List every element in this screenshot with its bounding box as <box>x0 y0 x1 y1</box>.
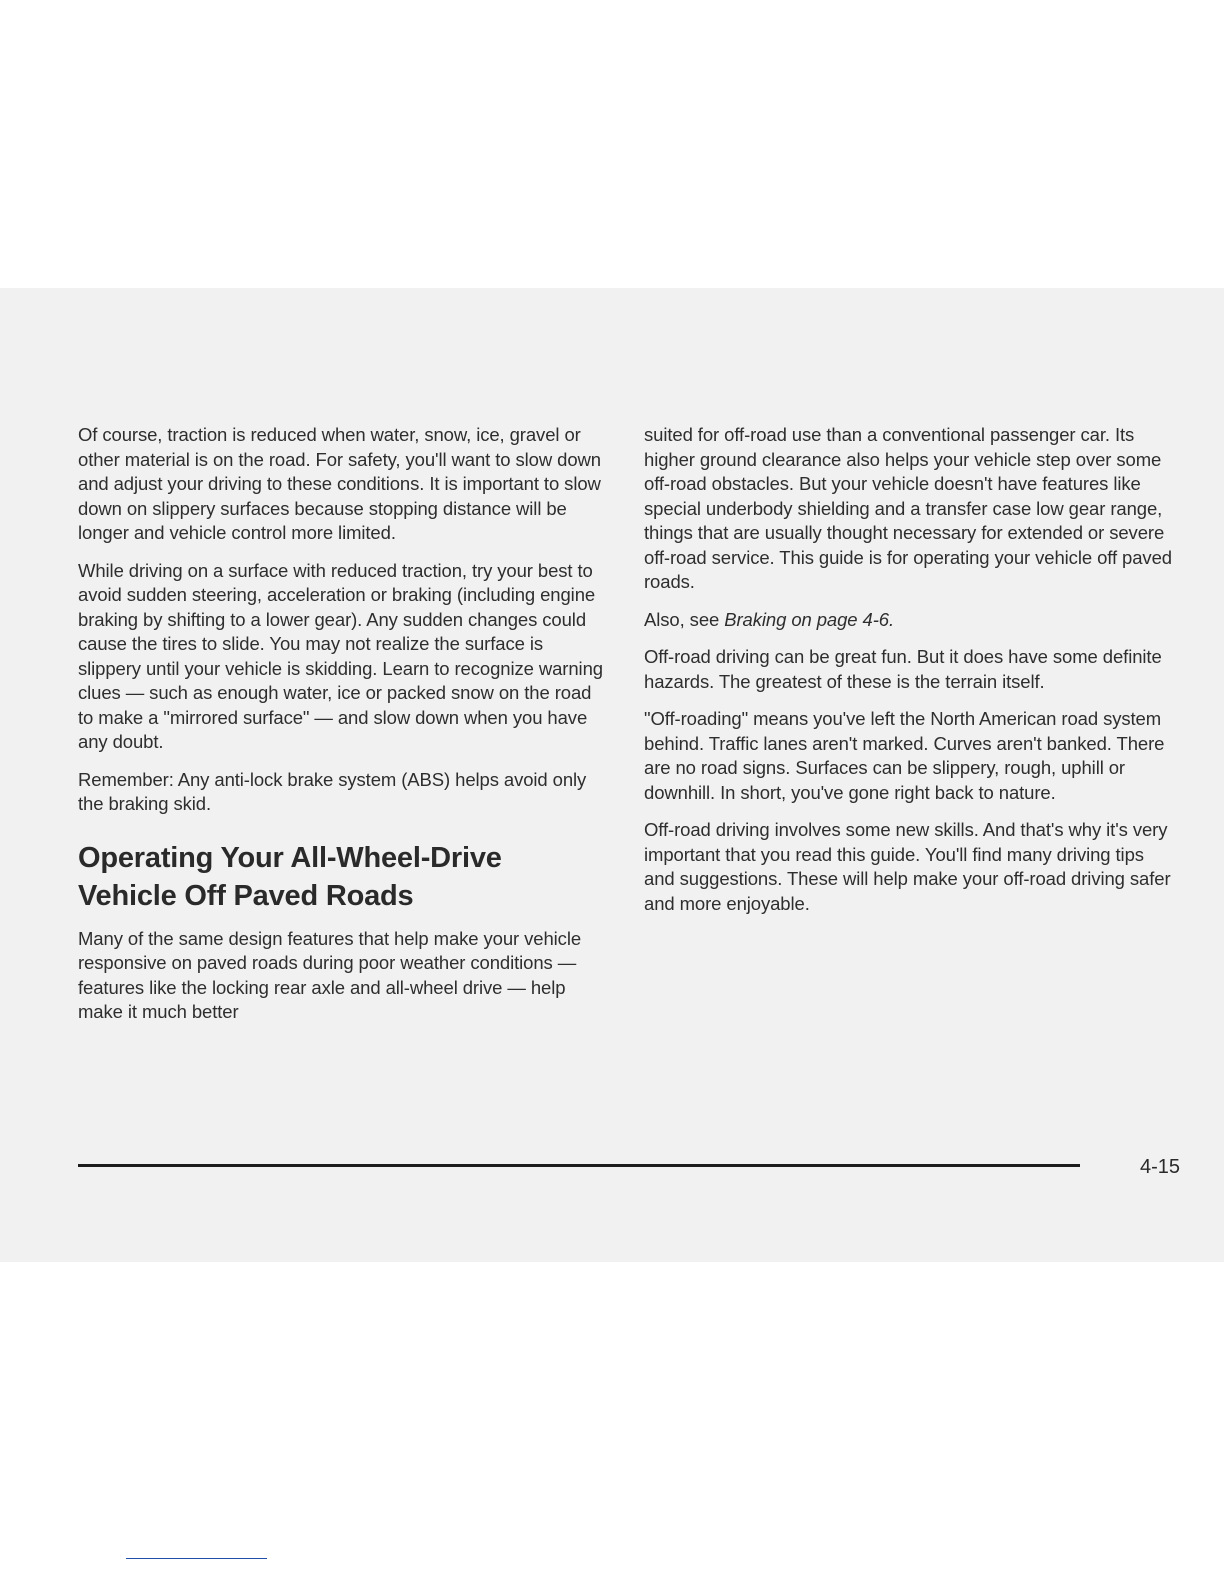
paragraph-off-roading: "Off-roading" means you've left the North American road system behind. Traffic lanes aren't marked. Curves aren't banked. There are no road signs. Surfaces can be slippery, rough, uphill or downhill. In short, you've gone right back to nature. <box>644 708 1165 803</box>
paragraph-new-skills: Off-road driving involves some new skills. And that's why it's very important that you read this guide. You'll find many driving tips and suggestions. These will help make your off-road driving safer and more enjoyable. <box>644 819 1171 914</box>
right-column <box>644 423 1174 929</box>
braking-reference-link[interactable]: Braking on page 4-6. <box>724 608 895 630</box>
paragraph-design-features: Many of the same design features that help make your vehicle responsive on paved roads during poor weather conditions — features like the locking rear axle and all-wheel drive — help make it much better <box>78 927 582 1022</box>
paragraph-traction: Of course, traction is reduced when water, snow, ice, gravel or other material is on the road. For safety, you'll want to slow down and adjust your driving to these conditions. It is important to slow down on slippery surfaces because stopping distance will be longer and vehicle control more limited. <box>78 424 601 543</box>
paragraph-see-also <box>644 608 1174 633</box>
see-also-prefix: Also, see <box>644 608 725 630</box>
footer-divider <box>78 1164 1080 1167</box>
paragraph-abs: Remember: Any anti-lock brake system (ABS) helps avoid only the braking skid. <box>78 768 587 814</box>
paragraph-off-road-fun: Off-road driving can be great fun. But it does have some definite hazards. The greatest of these is the terrain itself. <box>644 646 1162 692</box>
paragraph-reduced-traction: While driving on a surface with reduced traction, try your best to avoid sudden steering, acceleration or braking (including engine braking by shifting to a lower gear). Any sudden changes could cause the tires to slide. You may not realize the surface is slippery until your vehicle is skidding. Learn to recognize warning clues — such as enough water, ice or packed snow on the road to make a "mirrored surface" — and slow down when you have any doubt. <box>78 559 603 752</box>
bottom-link-underline <box>126 1558 267 1559</box>
section-heading: Operating Your All-Wheel-Drive Vehicle Off Paved Roads <box>78 841 502 912</box>
paragraph-off-road-use: suited for off-road use than a conventional passenger car. Its higher ground clearance also helps your vehicle step over some off-road obstacles. But your vehicle doesn't have features like special underbody shielding and a transfer case low gear range, things that are usually thought necessary for extended or severe off-road service. This guide is for operating your vehicle off paved roads. <box>644 424 1172 592</box>
left-column <box>78 423 608 1038</box>
page-number: 4-15 <box>1139 1156 1180 1178</box>
